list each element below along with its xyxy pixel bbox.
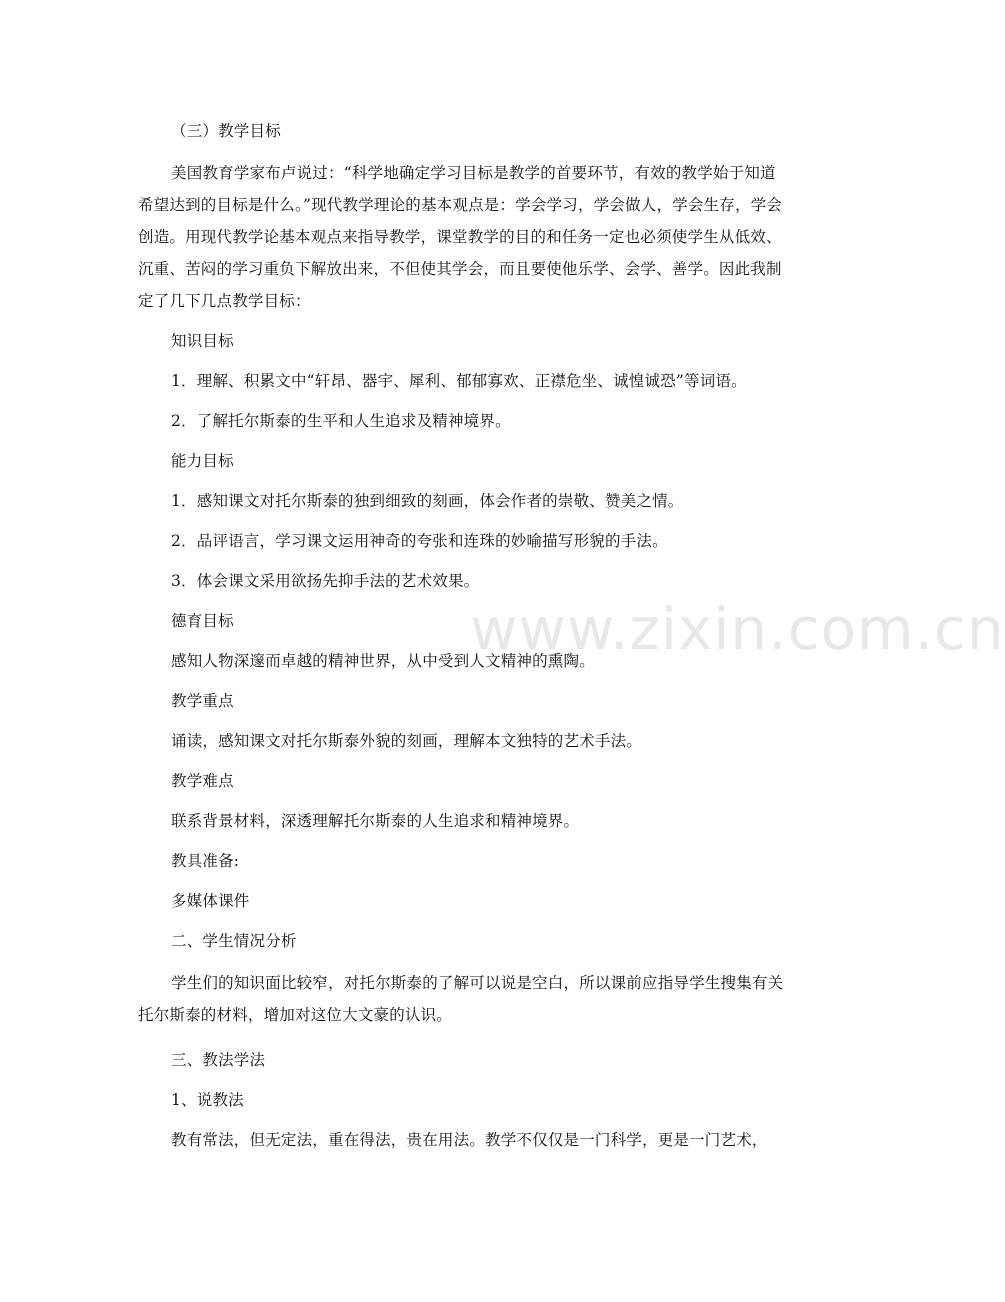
student-analysis-title: 二、学生情况分析 <box>171 932 297 950</box>
moral-goal-title: 德育目标 <box>171 612 234 630</box>
ability-goal-3: 3．体会课文采用欲扬先抑手法的艺术效果。 <box>171 572 480 590</box>
ability-goal-2: 2．品评语言，学习课文运用神奇的夸张和连珠的妙喻描写形貌的手法。 <box>171 532 668 550</box>
methods-title: 三、教法学法 <box>171 1051 266 1069</box>
student-analysis-text: 学生们的知识面比较窄，对托尔斯泰的了解可以说是空白，所以课前应指导学生搜集有关托尔斯泰的材料，增加对这位大文豪的认识。 <box>138 974 784 1024</box>
watermark: www.zixin.com.cn <box>470 595 1005 663</box>
teaching-method-title: 1、说教法 <box>171 1091 244 1109</box>
teaching-method-text: 教有常法，但无定法，重在得法，贵在用法。教学不仅仅是一门科学，更是一门艺术， <box>171 1131 768 1149</box>
materials-title: 教具准备: <box>171 852 240 870</box>
knowledge-goal-1: 1．理解、积累文中“轩昂、器宇、犀利、郁郁寡欢、正襟危坐、诚惶诚恐”等词语。 <box>171 372 747 390</box>
materials-text: 多媒体课件 <box>171 892 250 910</box>
key-point-title: 教学重点 <box>171 692 234 710</box>
ability-goal-1: 1．感知课文对托尔斯泰的独到细致的刻画，体会作者的崇敬、赞美之情。 <box>171 492 684 510</box>
intro-paragraph: 美国教育学家布卢说过：“科学地确定学习目标是教学的首要环节，有效的教学始于知道希望达到的目标是什么。”现代教学理论的基本观点是：学会学习，学会做人，学会生存，学会创造。用现代教学论基本观点来指导教学，课堂教学的目的和任务一定也必须使学生从低效、沉重、苦闷的学习重负下解放出来，不但使其学会，而且要使他乐学、会学、善学。因此我制定了几下几点教学目标： <box>138 164 783 310</box>
knowledge-goal-2: 2．了解托尔斯泰的生平和人生追求及精神境界。 <box>171 412 511 430</box>
ability-goal-title: 能力目标 <box>171 452 234 470</box>
difficulty-text: 联系背景材料，深透理解托尔斯泰的人生追求和精神境界。 <box>171 812 580 830</box>
difficulty-title: 教学难点 <box>171 772 234 790</box>
key-point-text: 诵读，感知课文对托尔斯泰外貌的刻画，理解本文独特的艺术手法。 <box>171 732 643 750</box>
knowledge-goal-title: 知识目标 <box>171 332 234 350</box>
moral-goal-text: 感知人物深邃而卓越的精神世界，从中受到人文精神的熏陶。 <box>171 652 595 670</box>
document-content <box>138 118 790 1154</box>
section-title: （三）教学目标 <box>171 122 281 140</box>
